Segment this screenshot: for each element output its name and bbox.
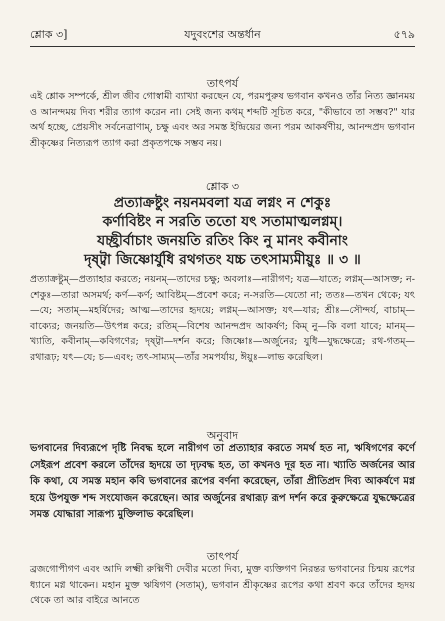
verse-line: প্রত্যাক্রষ্টুং নয়নমবলা যত্র লগ্নং ন শেকুঃ [113, 195, 332, 211]
verse-line: দৃষ্ট্বা জিষ্ণোর্যুধি রথগতং যচ্চ তৎসাম্যমীয়ুঃ ॥ ৩ ॥ [84, 252, 361, 268]
page-number: ৫৭৯ [393, 28, 415, 41]
running-header [30, 26, 415, 44]
verse-heading: শ্লোক ৩ [205, 180, 240, 193]
synonyms-text: প্রত্যাক্রষ্টুম্—প্রত্যাহার করতে; নয়নম্—তাদের চক্ষু; অবলাঃ—নারীগণ; যত্র—যাতে; লগ্নম্—আসক্ত; ন-শেকুঃ—তারা অসমর্থ; কর্ণ—কর্ণ; আবিষ্টম্—প্রবেশ করে; ন-সরতি—যেতো না; ততঃ—তখন থেকে; যৎ—যে; সতাম্—মহর্ষিদের; আত্ম—তাদের হৃদয়ে; লগ্নম্—আসক্ত; যৎ—যার; শ্রীঃ—সৌন্দর্য, বাচাম্—বাক্যের; জনয়তি—উৎপন্ন করে; রতিম্—বিশেষ আনন্দপ্রদ আকর্ষণ; কিম্ নু—কি বলা যাবে; মানম্—খ্যাতি, কবীনাম্—কবিগণের; দৃষ্ট্বা—দর্শন করে; জিষ্ণোঃ—অর্জুনের; যুধি—যুদ্ধক্ষেত্রে; রথ-গতম্—রথারূঢ়; যৎ—যে; চ—এবং; তৎ-সাম্যম্—তাঁর সমপর্যায়, ঈয়ুঃ—লাভ করেছিল। [30, 274, 415, 363]
header-rule [30, 46, 415, 47]
purport-heading-2: তাৎপর্য [206, 550, 239, 563]
purport-text: এই শ্লোক সম্পর্কে, শ্রীল জীব গোস্বামী ব্যাখ্যা করছেন যে, পরমপুরুষ ভগবান কখনও তাঁর নিত্য জ্ঞানময় ও আনন্দময় দিব্য শরীর ত্যাগ করেন না। সেই জন্য কথম্ শব্দটি সূচিত করে, "কীভাবে তা সম্ভব?" যার অর্থ হচ্ছে, প্রেয়সীং সর্বনেত্রাণাম্, চক্ষু এবং অর সমস্ত ইন্দ্রিয়ের জন্য পরম আকর্ষণীয়, আনন্দপ্রদ ভগবান শ্রীকৃষ্ণের নিত্যরূপ ত্যাগ করা প্রকৃতপক্ষে সম্ভব নয়। [30, 91, 415, 149]
verse-line: কর্ণাবিষ্টং ন সরতি ততো যৎ সতামাত্মলগ্নম্। [102, 214, 343, 230]
translation-text: ভগবানের দিব্যরূপে দৃষ্টি নিবদ্ধ হলে নারীগণ তা প্রত্যাহার করতে সমর্থ হত না, ঋষিগণের কর্ণে সেইরূপ প্রবেশ করলে তাঁদের হৃদয়ে তা দৃঢ়বদ্ধ হত, তা কখনও দূর হত না। খ্যাতি অর্জনের আর কি কথা, যে সমস্ত মহান কবি ভগবানের রূপের বর্ণনা করেছেন, তাঁরা প্রীতিপ্রদ দিব্য আকর্ষণে মগ্ন হয়ে উপযুক্ত শব্দ সংযোজন করেছেন। আর অর্জুনের রথারূঢ় রূপ দর্শন করে কুরুক্ষেত্রে যুদ্ধক্ষেত্রের সমস্ত যোদ্ধারা সারূপ্য মুক্তিলাভ করেছিল। [30, 443, 415, 520]
verse-reference: শ্লোক ৩] [30, 28, 68, 41]
purport-text-2: ব্রজগোপীগণ এবং আদি লক্ষ্মী রুক্মিণী দেবীর মতো দিব্য, মুক্ত ব্যক্তিগণ নিরন্তর ভগবানের চিন্ময় রূপের ধ্যানে মগ্ন থাকেন। মহান মুক্ত ঋষিগণ (সতাম্), ভগবান শ্রীকৃষ্ণের রূপের কথা শ্রবণ করে তাঁদের হৃদয় থেকে তা আর বাইরে আনতে [30, 564, 415, 606]
chapter-title: যদুবংশের অন্তর্ধান [184, 28, 261, 41]
verse-line: যচ্ছ্রীর্বাচাং জনয়তি রতিং কিং নু মানং কবীনাং [97, 233, 348, 249]
purport-heading: তাৎপর্য [206, 77, 239, 90]
translation-heading: অনুবাদ [206, 429, 239, 442]
